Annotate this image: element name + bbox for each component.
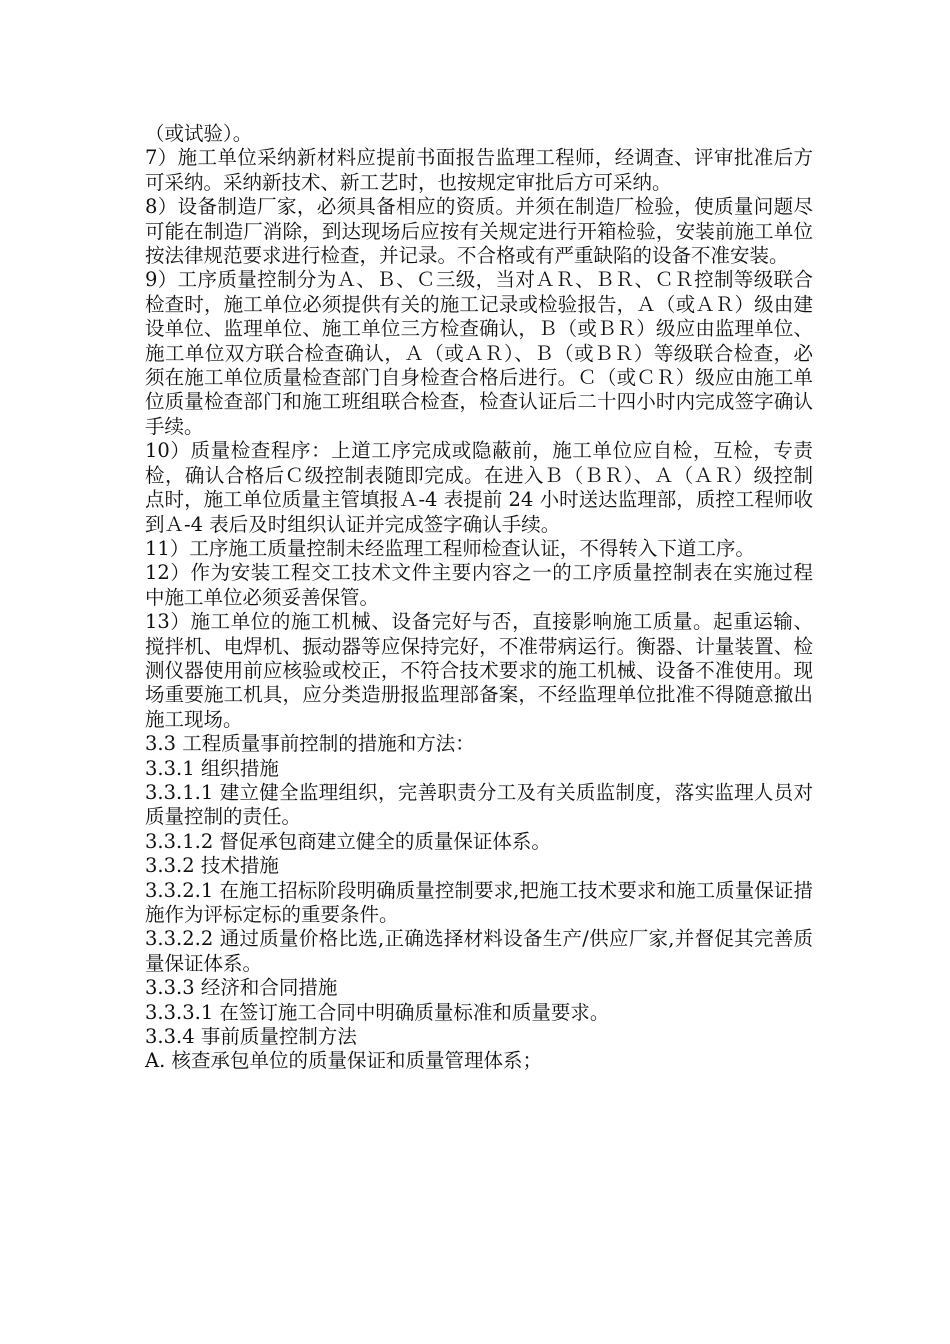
paragraph-item-8: 8）设备制造厂家，必须具备相应的资质。并须在制造厂检验，使质量问题尽可能在制造厂消除，到达现场后应按有关规定进行开箱检验，安装前施工单位按法律规范要求进行检查，并记录。不合格或有严重缺陷的设备不准安装。	[145, 195, 813, 268]
paragraph-3-3-1-2: 3.3.1.2 督促承包商建立健全的质量保证体系。	[145, 829, 551, 853]
paragraph-item-10: 10）质量检查程序：上道工序完成或隐蔽前，施工单位应自检，互检，专责检，确认合格后Ｃ级控制表随即完成。在进入Ｂ（ＢＲ）、Ａ（ＡＲ）级控制点时，施工单位质量主管填报Ａ-4 表提前 24 小时送达监理部，质控工程师收到Ａ-4 表后及时组织认证并完成签字确认手续。	[145, 439, 813, 536]
paragraph-item-11: 11）工序施工质量控制未经监理工程师检查认证，不得转入下道工序。	[145, 536, 755, 560]
paragraph-3-3-2-1: 3.3.2.1 在施工招标阶段明确质量控制要求,把施工技术要求和施工质量保证措施作为评标定标的重要条件。	[145, 878, 813, 926]
section-heading-3-3-2: 3.3.2 技术措施	[145, 854, 279, 878]
paragraph-item-a: A. 核查承包单位的质量保证和质量管理体系；	[145, 1049, 542, 1073]
document-body	[145, 122, 813, 1074]
paragraph-item-9: 9）工序质量控制分为Ａ、Ｂ、Ｃ三级，当对ＡＲ、ＢＲ、ＣＲ控制等级联合检查时，施工单位必须提供有关的施工记录或检验报告，Ａ（或ＡＲ）级由建设单位、监理单位、施工单位三方检查确认，Ｂ（或ＢＲ）级应由监理单位、施工单位双方联合检查确认，Ａ（或ＡＲ）、Ｂ（或ＢＲ）等级联合检查，必须在施工单位质量检查部门自身检查合格后进行。Ｃ（或ＣＲ）级应由施工单位质量检查部门和施工班组联合检查，检查认证后二十四小时内完成签字确认手续。	[145, 268, 813, 438]
section-heading-3-3-4: 3.3.4 事前质量控制方法	[145, 1025, 357, 1049]
section-heading-3-3-3: 3.3.3 经济和合同措施	[145, 976, 338, 1000]
paragraph-item-7: 7）施工单位采纳新材料应提前书面报告监理工程师，经调查、评审批准后方可采纳。采纳新技术、新工艺时，也按规定审批后方可采纳。	[145, 146, 813, 194]
paragraph-item-12: 12）作为安装工程交工技术文件主要内容之一的工序质量控制表在实施过程中施工单位必须妥善保管。	[145, 561, 813, 609]
section-heading-3-3: 3.3 工程质量事前控制的措施和方法：	[145, 732, 475, 756]
paragraph-continuation: （或试验）。	[145, 122, 253, 145]
paragraph-3-3-3-1: 3.3.3.1 在签订施工合同中明确质量标准和质量要求。	[145, 1000, 610, 1024]
section-heading-3-3-1: 3.3.1 组织措施	[145, 756, 279, 780]
paragraph-item-13: 13）施工单位的施工机械、设备完好与否，直接影响施工质量。起重运输、搅拌机、电焊机、振动器等应保持完好，不准带病运行。衡器、计量装置、检测仪器使用前应核验或校正，不符合技术要求的施工机械、设备不准使用。现场重要施工机具，应分类造册报监理部备案，不经监理单位批准不得随意撤出施工现场。	[145, 610, 813, 731]
paragraph-3-3-1-1: 3.3.1.1 建立健全监理组织，完善职责分工及有关质监制度，落实监理人员对质量控制的责任。	[145, 780, 813, 829]
paragraph-3-3-2-2: 3.3.2.2 通过质量价格比选,正确选择材料设备生产/供应厂家,并督促其完善质量保证体系。	[145, 927, 813, 975]
